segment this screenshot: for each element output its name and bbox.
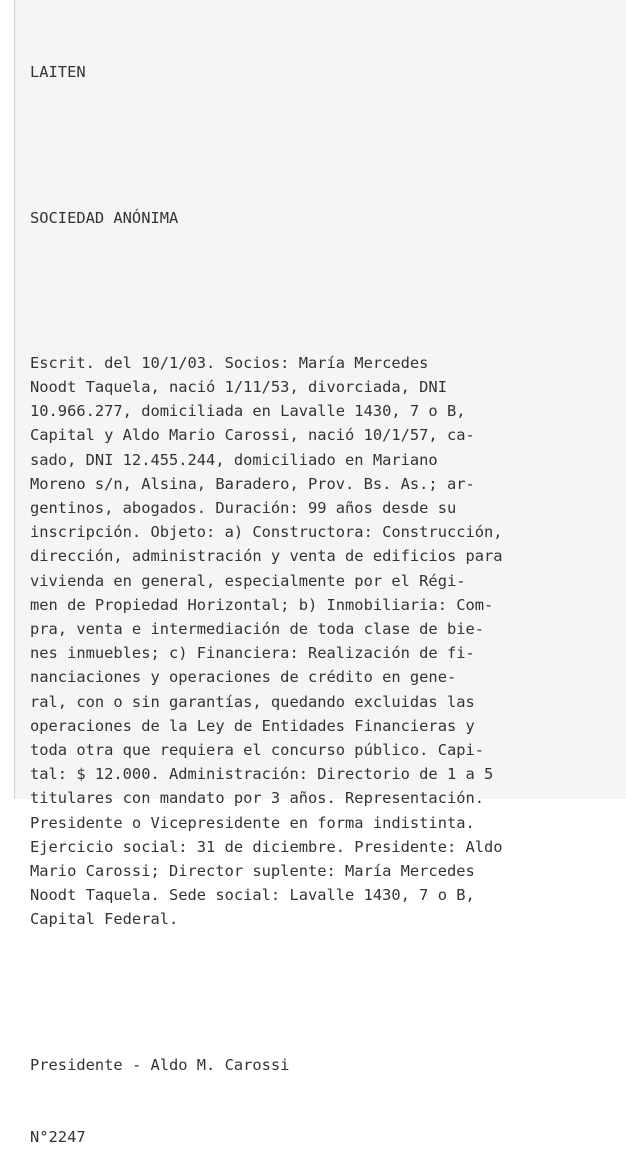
body-line: Capital y Aldo Mario Carossi, nació 10/1/57, ca- [30, 426, 475, 445]
body-line: Ejercicio social: 31 de diciembre. Presidente: Aldo [30, 837, 503, 856]
body-line: tal: $ 12.000. Administración: Directorio de 1 a 5 [30, 765, 494, 784]
body-line: Noodt Taquela, nació 1/11/53, divorciada, DNI [30, 378, 447, 397]
company-name: LAITEN [30, 63, 86, 82]
spacer [30, 278, 503, 302]
body-line: 10.966.277, domiciliada en Lavalle 1430, 7 o B, [30, 402, 466, 421]
body-line: Presidente o Vicepresidente en forma indistinta. [30, 813, 475, 832]
body-line: inscripción. Objeto: a) Constructora: Construcción, [30, 523, 503, 542]
body-line: Capital Federal. [30, 910, 179, 929]
body-line: men de Propiedad Horizontal; b) Inmobiliaria: Com- [30, 595, 494, 614]
spacer [30, 133, 503, 157]
spacer [30, 980, 503, 1004]
body-line: pra, venta e intermediación de toda clase de bie- [30, 620, 485, 639]
body-line: dirección, administración y venta de edificios para [30, 547, 503, 566]
body-line: operaciones de la Ley de Entidades Financieras y [30, 716, 475, 735]
signature-line: Presidente - Aldo M. Carossi [30, 1055, 290, 1074]
notice-body [30, 351, 503, 932]
body-line: vivienda en general, especialmente por el Régi- [30, 571, 466, 590]
body-line: Escrit. del 10/1/03. Socios: María Mercedes [30, 353, 429, 372]
body-line: titulares con mandato por 3 años. Representación. [30, 789, 485, 808]
body-line: toda otra que requiera el concurso público. Capi- [30, 741, 485, 760]
body-line: Moreno s/n, Alsina, Baradero, Prov. Bs. As.; ar- [30, 474, 475, 493]
body-line: Noodt Taquela. Sede social: Lavalle 1430, 7 o B, [30, 886, 475, 905]
body-line: nes inmuebles; c) Financiera: Realización de fi- [30, 644, 475, 663]
notice-number: N°2247 [30, 1128, 86, 1147]
body-line: sado, DNI 12.455.244, domiciliado en Mariano [30, 450, 438, 469]
body-line: ral, con o sin garantías, quedando excluidas las [30, 692, 475, 711]
body-line: nanciaciones y operaciones de crédito en gene- [30, 668, 457, 687]
company-type: SOCIEDAD ANÓNIMA [30, 208, 179, 227]
legal-notice [30, 12, 503, 1174]
body-line: gentinos, abogados. Duración: 99 años desde su [30, 499, 457, 518]
body-line: Mario Carossi; Director suplente: María Mercedes [30, 862, 475, 881]
